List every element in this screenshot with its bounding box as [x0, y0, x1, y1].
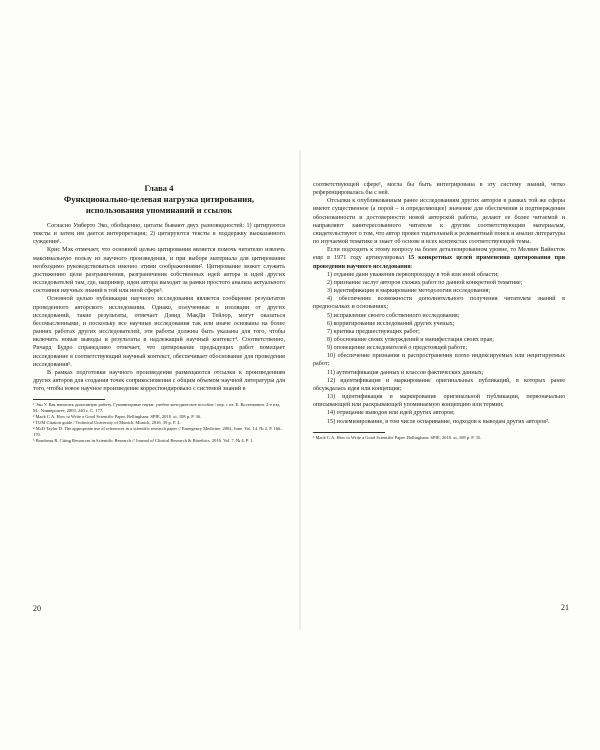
list-item: 14) отрицание выводов или идей других авторов; — [327, 410, 455, 417]
footnote: ² Mack C.A. How to Write a Good Scientific Paper. Bellingham: SPIE, 2018. xi, 108 p. P. 36. — [33, 414, 202, 420]
paragraph: Согласно Умберто Эко, обобщенно, цитаты бывают двух разновидностей: 1) цитируются тексты и затем им дается интерпретация; 2) цитируются тексты в поддержку высказанного суждения¹. — [33, 223, 285, 246]
list-item: 11) аутентификация данных и классов фактических данных; — [327, 369, 484, 376]
chapter-subtitle-line-2: использования упоминаний и ссылок — [85, 205, 233, 215]
list-item: 13) идентификация и маркирование оригинальной публикации, первоначально описывающей или раскрывающей упоминаемую концепцию или термин; — [313, 394, 565, 409]
paragraph — [313, 246, 565, 270]
list-item: 15) полемизирование, в том числе оспаривание, подходов к выводам других авторов². — [327, 418, 550, 425]
paragraph: В рамках подготовки научного произведения размещаются отсылки к произведениям других авторов для создания точек соприкосновения с общим объемом научной литературы для того, чтобы новое научное произведение корреспондировало с системой знаний в — [33, 369, 285, 393]
list-item: 10) обеспечение признания и распространения плохо индексируемых или нецитируемых работ; — [313, 353, 565, 368]
page-number-right: 21 — [561, 603, 569, 612]
footnotes — [33, 402, 285, 443]
list-item: 1) отдание дани уважения первопроходцу в той или иной области; — [327, 271, 499, 278]
chapter-title: Глава 4 — [144, 183, 174, 193]
page-number-left: 20 — [33, 604, 41, 613]
footnote: ⁵ Boudreau R. Citing Resources in Scientific Research // Journal of Clinical Research & Bioethics. 2016. Vol. 7. № 4. P. 1. — [33, 437, 254, 443]
paragraph: Отсылки к опубликованным ранее исследованиям других авторов в рамках той же сферы имеют существенное (а порой – и определяющее) значение для обеспечения и подтверждения обоснованности и достоверности новой авторской работы, делают ее более читаемой и направляют заинтересованного читателя к другим соответствующим материалам, свидетельствуют о том, что автор провел тщательный и релевантный поиск и анализ литературы по изучаемой тематике и знает об основе и всех контекстах соответствующей темы. — [313, 198, 565, 246]
list-item: 4) обеспечение возможности дополнительного получения читателем знаний в предпосылках и основаниях; — [313, 296, 565, 311]
paragraph-text: Если подходить к этому вопросу на более детализированном уровне, то Мелвин Вайнсток еще в 1971 году артикулировал — [313, 247, 565, 262]
footnote: ¹ Mack C.A. How to Write a Good Scientific Paper. Bellingham: SPIE, 2018. xi, 108 p. P. 35. — [313, 434, 482, 440]
list-item: 12) идентификация и маркирование оригинальных публикаций, в которых ранее обсуждалась идея или концепция; — [313, 377, 565, 392]
left-page — [33, 183, 285, 444]
list-item: 6) корригирование исследований других ученых; — [327, 320, 455, 327]
paragraph: Основной целью публикации научного исследования является сообщение результатов проведенного авторского исследования. Однако, полученные в изоляции от других исследований, такие результаты, отмечает Дэвид МакДи Тейлор, могут оказаться бессмысленными, и поскольку все научные исследования так или иначе основаны на более ранних работах других исследователей, эти работы должны быть указаны для того, чтобы включить новые выводы и результаты в надлежащий научный контекст⁴. Соответственно, Ричард Будро справедливо отмечает, что цитирование предыдущих работ помещает исследование в соответствующий научный контекст, обеспечивает обоснование для проведения исследования⁵. — [33, 296, 285, 368]
footnote-rule — [33, 399, 105, 400]
right-page — [313, 181, 565, 441]
bold-suffix: : — [410, 263, 413, 270]
footnote-rule — [313, 432, 385, 433]
page-fold — [299, 150, 301, 630]
list-item: 5) исправление своего собственного исследования; — [327, 312, 460, 319]
bold-phrase: 15 конкретных целей применения цитирования при проведении научного исследования — [313, 255, 565, 270]
chapter-heading — [33, 183, 285, 216]
footnote: ⁴ McD Taylor D. The appropriate use of references in a scientific research paper // Emergency Medicine. 2002, June. Vol. 14. № 2. P. 166–170. — [33, 425, 283, 437]
footnote: ³ TUM Citation guide / Technical University of Munich. Munich, 2016. 39 p. P. 4. — [33, 420, 181, 425]
footnote: ¹ Эко У. Как написать дипломную работу. Гуманитарные науки: учебно-методическое пособие / пер. с ит. Е. Костюкович. 2-е изд. М.: Университет, 2003. 240 с. С. 177. — [33, 402, 281, 414]
footnotes — [313, 435, 565, 441]
list-item: 8) обоснование своих утверждений и манифестация своих прав; — [327, 336, 494, 343]
paragraph: Крис Мэк отмечает, что основной целью цитирования является помочь читателю извлечь максимальную пользу из научного произведения, и при выборе материала для цитирования необходимо руководствоваться именно этими соображениями². Цитирование может служить достижению цели разграничения, разграничения собственных идей автора и идей других исследователей там, где, например, идеи автора выходят за рамки простого анализа актуального состояния научных знаний в той или иной сфере³. — [33, 247, 285, 295]
list-item: 9) оповещение исследователей о предстоящей работе; — [327, 345, 468, 352]
paragraph: соответствующей сфере¹, могла бы быть интегрирована в эту систему знаний, четко референцировалась бы с ней. — [313, 182, 565, 197]
list-item: 2) признание заслуг авторов схожих работ по данной конкретной тематике; — [327, 279, 523, 286]
chapter-subtitle-line-1: Функционально-целевая нагрузка цитирования, — [63, 194, 255, 204]
list-item: 3) идентификация и маркирование методологии исследования; — [327, 288, 491, 295]
list-item: 7) критика предшествующих работ; — [327, 328, 420, 335]
